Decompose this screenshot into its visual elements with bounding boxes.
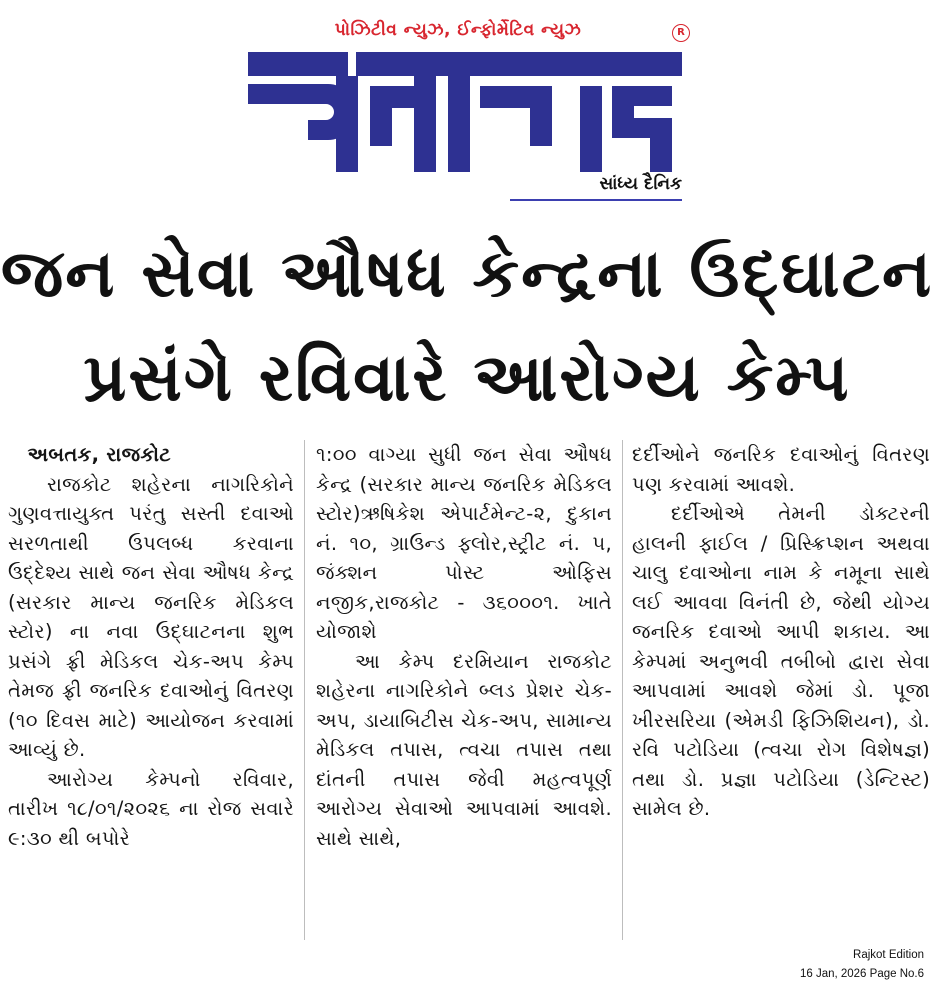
registered-mark: R	[672, 24, 690, 42]
column-divider	[304, 440, 305, 940]
article-column-1	[8, 440, 294, 853]
edition-footer	[800, 946, 924, 984]
article-paragraph: દર્દીઓને જનરિક દવાઓનું વિતરણ પણ કરવામાં આવશે.	[632, 443, 930, 496]
masthead	[0, 0, 934, 215]
headline-line-1: જન સેવા ઔષધ કેન્દ્રના ઉદ્ઘાટન	[0, 235, 934, 312]
edition-type: સાંધ્ય દૈનિક	[599, 174, 682, 194]
column-divider	[622, 440, 623, 940]
article-column-3	[632, 440, 930, 824]
newspaper-logo	[240, 46, 690, 176]
masthead-tagline: પોઝિટીવ ન્યુઝ, ઈન્ફોર્મેટિવ ન્યુઝ	[334, 20, 582, 40]
article-paragraph: દર્દીઓએ તેમની ડોક્ટરની હાલની ફાઈલ / પ્રિસ્ક્રિપ્શન અથવા ચાલુ દવાઓના નામ કે નમૂના સાથે લઈ આવવા વિનંતી છે, જેથી યોગ્ય જનરિક દવાઓ આપી શકાય. આ કેમ્પમાં અનુભવી તબીબો દ્વારા સેવા આપવામાં આવશે જેમાં ડો. પૂજા ખીરસરિયા (એમડી ફિઝિશિયન), ડો. રવિ પટોડિયા (ત્વચા રોગ વિશેષજ્ઞ) તથા ડો. પ્રજ્ઞા પટોડિયા (ડેન્ટિસ્ટ) સામેલ છે.	[632, 502, 930, 820]
headline	[0, 222, 934, 430]
edition-date-page: 16 Jan, 2026 Page No.6	[799, 968, 924, 980]
article-paragraph: આ કેમ્પ દરમિયાન રાજકોટ શહેરના નાગરિકોને બ્લડ પ્રેશર ચેક-અપ, ડાયાબિટીસ ચેક-અપ, સામાન્ય મેડિકલ તપાસ, ત્વચા તપાસ તથા દાંતની તપાસ જેવી મહત્વપૂર્ણ આરોગ્ય સેવાઓ આપવામાં આવશે. સાથે સાથે,	[316, 649, 612, 850]
dateline: અબતક, રાજકોટ	[27, 443, 171, 466]
edition-name: Rajkot Edition	[853, 949, 924, 961]
article-paragraph: રાજકોટ શહેરના નાગરિકોને ગુણવત્તાયુક્ત પરંતુ સસ્તી દવાઓ સરળતાથી ઉપલબ્ધ કરવાના ઉદ્દેશ્ય સાથે જન સેવા ઔષધ કેન્દ્ર (સરકાર માન્ય જનરિક મેડિકલ સ્ટોર) ના નવા ઉદ્ઘાટનના શુભ પ્રસંગે ફ્રી મેડિકલ ચેક-અપ કેમ્પ તેમજ ફ્રી જનરિક દવાઓનું વિતરણ (૧૦ દિવસ માટે) આયોજન કરવામાં આવ્યું છે.	[8, 472, 294, 761]
headline-line-2: પ્રસંગે રવિવારે આરોગ્ય કેમ્પ	[83, 339, 851, 416]
masthead-underline	[510, 199, 682, 201]
article-paragraph: ૧:૦૦ વાગ્યા સુધી જન સેવા ઔષધ કેન્દ્ર (સરકાર માન્ય જનરિક મેડિકલ સ્ટોર)ઋષિકેશ એપાર્ટમેન્ટ-૨, દુકાન નં. ૧૦, ગ્રાઉન્ડ ફ્લોર,સ્ટ્રીટ નં. ૫, જંક્શન પોસ્ટ ઓફિસ નજીક,રાજકોટ - ૩૬૦૦૦૧. ખાતે યોજાશે	[316, 443, 612, 643]
article-column-2	[316, 440, 612, 853]
article-paragraph: આરોગ્ય કેમ્પનો રવિવાર, તારીખ ૧૮/૦૧/૨૦૨૬ ના રોજ સવારે ૯:૩૦ થી બપોરે	[8, 767, 294, 850]
